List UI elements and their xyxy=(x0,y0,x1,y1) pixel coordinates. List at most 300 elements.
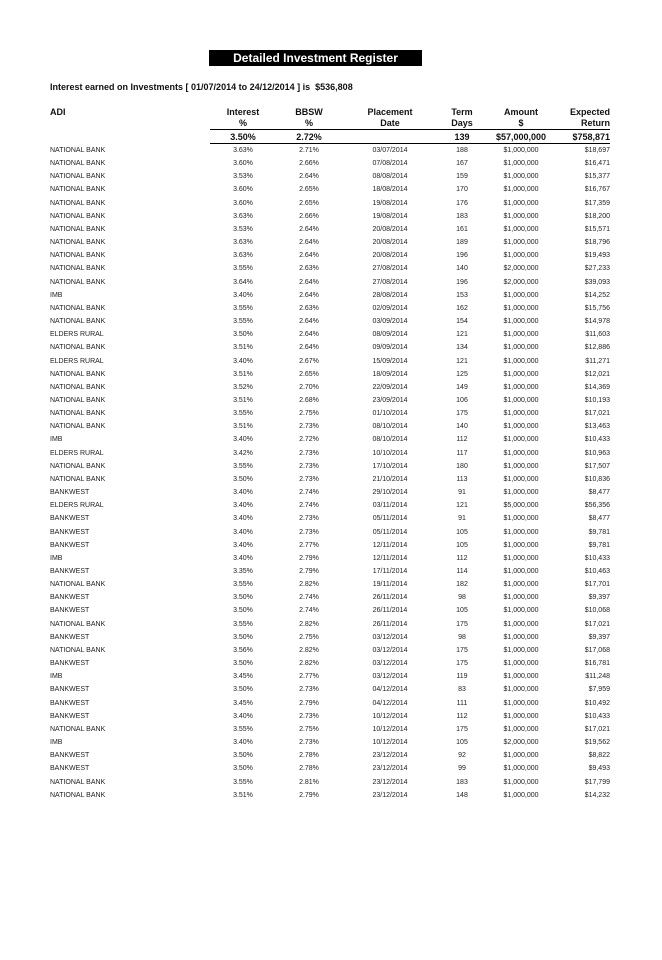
table-row xyxy=(50,249,610,262)
total-expected-return: $758,871 xyxy=(556,130,610,144)
table-row xyxy=(50,604,610,617)
table-row xyxy=(50,762,610,775)
cell-adi: NATIONAL BANK xyxy=(50,370,106,378)
cell-term: 112 xyxy=(456,436,468,444)
cell-expected-return: $9,397 xyxy=(588,633,610,641)
cell-term: 134 xyxy=(456,344,468,352)
cell-expected-return: $16,767 xyxy=(584,186,610,194)
cell-expected-return: $17,068 xyxy=(584,646,610,654)
cell-expected-return: $17,021 xyxy=(584,725,610,733)
table-row xyxy=(50,328,610,341)
table-row xyxy=(50,552,610,565)
cell-bbsw: 2.77% xyxy=(299,541,319,549)
cell-adi: BANKWEST xyxy=(50,568,90,575)
cell-placement-date: 22/09/2014 xyxy=(372,383,408,391)
cell-adi: IMB xyxy=(50,436,63,444)
cell-bbsw: 2.64% xyxy=(299,239,319,247)
cell-expected-return: $16,781 xyxy=(584,660,610,668)
table-row xyxy=(50,749,610,762)
cell-placement-date: 03/07/2014 xyxy=(372,147,408,154)
cell-bbsw: 2.74% xyxy=(299,594,319,602)
cell-adi: BANKWEST xyxy=(50,515,90,523)
cell-expected-return: $15,377 xyxy=(584,173,610,181)
cell-placement-date: 03/12/2014 xyxy=(372,633,408,641)
cell-term: 83 xyxy=(458,686,466,694)
cell-amount: $1,000,000 xyxy=(503,554,539,562)
table-row xyxy=(50,289,610,302)
cell-expected-return: $19,493 xyxy=(584,252,610,260)
cell-interest: 3.50% xyxy=(233,607,253,615)
cell-term: 91 xyxy=(458,489,466,497)
cell-bbsw: 2.73% xyxy=(299,712,319,720)
cell-term: 176 xyxy=(456,199,468,207)
cell-amount: $1,000,000 xyxy=(503,370,539,378)
cell-bbsw: 2.75% xyxy=(299,410,319,418)
cell-interest: 3.40% xyxy=(233,489,253,497)
cell-amount: $1,000,000 xyxy=(503,436,539,444)
cell-term: 121 xyxy=(456,331,468,339)
cell-expected-return: $11,248 xyxy=(585,673,610,681)
table-row xyxy=(50,512,610,525)
cell-placement-date: 03/09/2014 xyxy=(372,318,408,326)
cell-interest: 3.40% xyxy=(233,502,253,510)
cell-expected-return: $10,193 xyxy=(584,396,610,404)
cell-bbsw: 2.82% xyxy=(299,646,319,654)
cell-placement-date: 23/12/2014 xyxy=(372,791,408,799)
cell-amount: $5,000,000 xyxy=(503,502,539,510)
table-row xyxy=(50,302,610,315)
cell-bbsw: 2.73% xyxy=(299,739,319,747)
cell-bbsw: 2.77% xyxy=(299,673,319,681)
table-row xyxy=(50,776,610,789)
cell-term: 98 xyxy=(458,633,466,641)
cell-adi: NATIONAL BANK xyxy=(50,423,106,431)
cell-term: 140 xyxy=(456,423,468,431)
cell-adi: BANKWEST xyxy=(50,541,90,549)
cell-placement-date: 23/12/2014 xyxy=(372,752,408,760)
cell-bbsw: 2.64% xyxy=(299,344,319,352)
table-row xyxy=(50,789,610,802)
cell-term: 175 xyxy=(456,646,468,654)
cell-interest: 3.52% xyxy=(233,383,253,391)
cell-interest: 3.51% xyxy=(233,396,253,404)
cell-placement-date: 12/11/2014 xyxy=(372,541,408,549)
cell-interest: 3.55% xyxy=(233,304,253,312)
cell-adi: ELDERS RURAL xyxy=(50,449,104,457)
cell-adi: BANKWEST xyxy=(50,686,90,694)
cell-amount: $1,000,000 xyxy=(503,225,539,233)
cell-expected-return: $13,463 xyxy=(584,423,610,431)
cell-expected-return: $9,397 xyxy=(588,594,610,602)
table-row xyxy=(50,223,610,236)
cell-bbsw: 2.64% xyxy=(299,278,319,286)
cell-amount: $1,000,000 xyxy=(503,778,539,786)
cell-bbsw: 2.75% xyxy=(299,725,319,733)
cell-placement-date: 28/08/2014 xyxy=(372,291,408,299)
cell-term: 153 xyxy=(456,291,468,299)
cell-adi: NATIONAL BANK xyxy=(50,344,106,352)
cell-adi: NATIONAL BANK xyxy=(50,620,106,628)
cell-term: 170 xyxy=(456,186,468,194)
cell-term: 98 xyxy=(458,594,466,602)
cell-expected-return: $10,492 xyxy=(584,699,610,707)
cell-expected-return: $9,781 xyxy=(588,528,610,536)
cell-interest: 3.40% xyxy=(233,712,253,720)
total-placement-blank xyxy=(342,130,438,144)
cell-expected-return: $14,369 xyxy=(584,383,610,391)
cell-expected-return: $17,701 xyxy=(584,581,610,589)
investment-rows xyxy=(50,144,610,802)
table-row xyxy=(50,407,610,420)
cell-adi: NATIONAL BANK xyxy=(50,146,106,154)
cell-placement-date: 17/11/2014 xyxy=(372,568,408,575)
cell-amount: $1,000,000 xyxy=(503,291,539,299)
table-row xyxy=(50,697,610,710)
cell-adi: BANKWEST xyxy=(50,765,90,773)
cell-placement-date: 10/10/2014 xyxy=(372,449,408,457)
table-row xyxy=(50,631,610,644)
table-row xyxy=(50,486,610,499)
cell-expected-return: $27,233 xyxy=(584,265,610,273)
cell-bbsw: 2.82% xyxy=(299,620,319,628)
cell-adi: NATIONAL BANK xyxy=(50,199,106,207)
cell-expected-return: $15,756 xyxy=(584,304,610,312)
cell-interest: 3.50% xyxy=(233,752,253,760)
cell-term: 196 xyxy=(456,252,468,260)
cell-interest: 3.53% xyxy=(233,173,253,181)
header-term-days: Term Days xyxy=(451,107,473,128)
report-title: Detailed Investment Register xyxy=(209,50,422,66)
cell-term: 113 xyxy=(456,475,468,483)
cell-expected-return: $14,252 xyxy=(584,291,610,299)
table-row xyxy=(50,736,610,749)
cell-expected-return: $8,477 xyxy=(588,515,610,523)
cell-placement-date: 10/12/2014 xyxy=(372,725,408,733)
cell-bbsw: 2.73% xyxy=(299,515,319,523)
cell-term: 154 xyxy=(456,318,468,326)
cell-adi: NATIONAL BANK xyxy=(50,212,106,220)
cell-bbsw: 2.73% xyxy=(299,475,319,483)
cell-interest: 3.63% xyxy=(233,212,253,220)
cell-amount: $1,000,000 xyxy=(503,147,539,154)
cell-placement-date: 26/11/2014 xyxy=(372,607,408,615)
cell-expected-return: $56,356 xyxy=(584,502,610,510)
cell-expected-return: $39,093 xyxy=(584,278,610,286)
table-row xyxy=(50,170,610,183)
cell-bbsw: 2.78% xyxy=(299,752,319,760)
cell-interest: 3.40% xyxy=(233,357,253,365)
cell-interest: 3.51% xyxy=(233,423,253,431)
cell-adi: NATIONAL BANK xyxy=(50,225,106,233)
cell-expected-return: $10,836 xyxy=(584,475,610,483)
table-row xyxy=(50,447,610,460)
cell-placement-date: 29/10/2014 xyxy=(372,489,408,497)
cell-interest: 3.64% xyxy=(233,278,253,286)
cell-interest: 3.55% xyxy=(233,725,253,733)
table-row xyxy=(50,420,610,433)
cell-placement-date: 18/09/2014 xyxy=(372,370,408,378)
cell-interest: 3.40% xyxy=(233,291,253,299)
cell-amount: $1,000,000 xyxy=(503,765,539,773)
cell-expected-return: $11,603 xyxy=(585,331,610,339)
table-row xyxy=(50,368,610,381)
cell-expected-return: $11,271 xyxy=(585,357,610,365)
cell-expected-return: $17,507 xyxy=(584,462,610,470)
table-row xyxy=(50,157,610,170)
cell-adi: ELDERS RURAL xyxy=(50,357,104,365)
cell-bbsw: 2.74% xyxy=(299,607,319,615)
cell-adi: NATIONAL BANK xyxy=(50,160,106,168)
cell-placement-date: 20/08/2014 xyxy=(372,239,408,247)
cell-bbsw: 2.73% xyxy=(299,449,319,457)
table-row xyxy=(50,565,610,578)
cell-interest: 3.50% xyxy=(233,765,253,773)
cell-placement-date: 03/11/2014 xyxy=(372,502,408,510)
cell-interest: 3.56% xyxy=(233,646,253,654)
cell-adi: NATIONAL BANK xyxy=(50,475,106,483)
cell-placement-date: 18/08/2014 xyxy=(372,186,408,194)
cell-term: 183 xyxy=(456,212,468,220)
cell-expected-return: $16,471 xyxy=(584,160,610,168)
table-row xyxy=(50,526,610,539)
header-expected-return: Expected Return xyxy=(569,107,610,128)
cell-amount: $1,000,000 xyxy=(503,620,539,628)
cell-term: 121 xyxy=(456,502,468,510)
cell-term: 182 xyxy=(456,581,468,589)
cell-term: 159 xyxy=(456,173,468,181)
cell-amount: $1,000,000 xyxy=(503,646,539,654)
cell-bbsw: 2.74% xyxy=(299,489,319,497)
table-row xyxy=(50,723,610,736)
cell-expected-return: $12,021 xyxy=(584,370,610,378)
cell-expected-return: $12,886 xyxy=(584,344,610,352)
cell-amount: $1,000,000 xyxy=(503,541,539,549)
cell-expected-return: $7,959 xyxy=(588,686,610,694)
cell-interest: 3.50% xyxy=(233,475,253,483)
cell-interest: 3.51% xyxy=(233,370,253,378)
cell-expected-return: $10,068 xyxy=(584,607,610,615)
cell-amount: $1,000,000 xyxy=(503,515,539,523)
cell-interest: 3.55% xyxy=(233,265,253,273)
cell-interest: 3.40% xyxy=(233,541,253,549)
cell-amount: $1,000,000 xyxy=(503,752,539,760)
cell-expected-return: $8,477 xyxy=(588,489,610,497)
cell-interest: 3.50% xyxy=(233,686,253,694)
cell-term: 99 xyxy=(458,765,466,773)
cell-placement-date: 02/09/2014 xyxy=(372,304,408,312)
cell-term: 180 xyxy=(456,462,468,470)
table-row xyxy=(50,210,610,223)
table-row xyxy=(50,236,610,249)
cell-bbsw: 2.79% xyxy=(299,699,319,707)
cell-interest: 3.63% xyxy=(233,147,253,154)
cell-term: 161 xyxy=(456,225,468,233)
cell-interest: 3.42% xyxy=(233,449,253,457)
cell-adi: BANKWEST xyxy=(50,528,90,536)
table-row xyxy=(50,460,610,473)
cell-amount: $1,000,000 xyxy=(503,489,539,497)
cell-bbsw: 2.73% xyxy=(299,423,319,431)
cell-term: 162 xyxy=(456,304,468,312)
cell-adi: NATIONAL BANK xyxy=(50,462,106,470)
table-row xyxy=(50,710,610,723)
cell-term: 117 xyxy=(456,449,468,457)
table-row xyxy=(50,433,610,446)
cell-adi: NATIONAL BANK xyxy=(50,778,106,786)
cell-term: 105 xyxy=(456,528,468,536)
cell-term: 175 xyxy=(456,410,468,418)
table-row xyxy=(50,539,610,552)
cell-placement-date: 08/10/2014 xyxy=(372,423,408,431)
cell-adi: NATIONAL BANK xyxy=(50,410,106,418)
table-row xyxy=(50,262,610,275)
cell-placement-date: 05/11/2014 xyxy=(372,528,408,536)
cell-interest: 3.50% xyxy=(233,660,253,668)
cell-adi: NATIONAL BANK xyxy=(50,186,106,194)
cell-amount: $2,000,000 xyxy=(503,265,539,273)
table-row xyxy=(50,183,610,196)
cell-placement-date: 04/12/2014 xyxy=(372,699,408,707)
cell-amount: $1,000,000 xyxy=(503,173,539,181)
cell-amount: $1,000,000 xyxy=(503,423,539,431)
cell-adi: ELDERS RURAL xyxy=(50,331,104,339)
cell-expected-return: $10,433 xyxy=(584,436,610,444)
cell-adi: NATIONAL BANK xyxy=(50,383,106,391)
cell-adi: NATIONAL BANK xyxy=(50,646,106,654)
cell-term: 112 xyxy=(456,712,468,720)
cell-bbsw: 2.74% xyxy=(299,502,319,510)
cell-bbsw: 2.73% xyxy=(299,462,319,470)
header-row xyxy=(50,107,610,130)
cell-adi: BANKWEST xyxy=(50,660,90,668)
cell-placement-date: 01/10/2014 xyxy=(372,410,408,418)
cell-bbsw: 2.64% xyxy=(299,331,319,339)
cell-expected-return: $10,433 xyxy=(584,712,610,720)
table-row xyxy=(50,578,610,591)
cell-placement-date: 03/12/2014 xyxy=(372,673,408,681)
cell-adi: NATIONAL BANK xyxy=(50,278,106,286)
cell-adi: BANKWEST xyxy=(50,699,90,707)
table-row xyxy=(50,657,610,670)
cell-term: 114 xyxy=(456,568,468,575)
cell-amount: $1,000,000 xyxy=(503,660,539,668)
cell-term: 175 xyxy=(456,725,468,733)
table-row xyxy=(50,591,610,604)
cell-amount: $1,000,000 xyxy=(503,239,539,247)
cell-expected-return: $17,359 xyxy=(584,199,610,207)
cell-expected-return: $8,822 xyxy=(588,752,610,760)
cell-amount: $1,000,000 xyxy=(503,699,539,707)
table-row xyxy=(50,683,610,696)
cell-adi: BANKWEST xyxy=(50,594,90,602)
cell-amount: $1,000,000 xyxy=(503,344,539,352)
cell-term: 149 xyxy=(456,383,468,391)
cell-placement-date: 26/11/2014 xyxy=(372,594,408,602)
cell-term: 188 xyxy=(456,147,468,154)
cell-bbsw: 2.66% xyxy=(299,212,319,220)
cell-adi: IMB xyxy=(50,554,63,562)
cell-bbsw: 2.63% xyxy=(299,304,319,312)
cell-expected-return: $17,799 xyxy=(584,778,610,786)
cell-placement-date: 19/08/2014 xyxy=(372,199,408,207)
cell-placement-date: 20/08/2014 xyxy=(372,225,408,233)
cell-amount: $1,000,000 xyxy=(503,607,539,615)
cell-expected-return: $9,781 xyxy=(588,541,610,549)
cell-placement-date: 04/12/2014 xyxy=(372,686,408,694)
cell-bbsw: 2.68% xyxy=(299,396,319,404)
cell-expected-return: $18,697 xyxy=(584,147,610,154)
cell-interest: 3.40% xyxy=(233,554,253,562)
cell-placement-date: 21/10/2014 xyxy=(372,475,408,483)
cell-adi: NATIONAL BANK xyxy=(50,318,106,326)
cell-expected-return: $19,562 xyxy=(584,739,610,747)
cell-term: 105 xyxy=(456,541,468,549)
cell-adi: ELDERS RURAL xyxy=(50,502,104,510)
cell-placement-date: 15/09/2014 xyxy=(372,357,408,365)
cell-adi: NATIONAL BANK xyxy=(50,581,106,589)
cell-amount: $1,000,000 xyxy=(503,304,539,312)
cell-interest: 3.55% xyxy=(233,410,253,418)
cell-bbsw: 2.64% xyxy=(299,225,319,233)
cell-amount: $2,000,000 xyxy=(503,278,539,286)
cell-bbsw: 2.64% xyxy=(299,173,319,181)
table-row xyxy=(50,197,610,210)
cell-bbsw: 2.64% xyxy=(299,252,319,260)
cell-interest: 3.60% xyxy=(233,160,253,168)
cell-interest: 3.45% xyxy=(233,673,253,681)
cell-bbsw: 2.67% xyxy=(299,357,319,365)
cell-adi: IMB xyxy=(50,291,63,299)
cell-adi: BANKWEST xyxy=(50,607,90,615)
cell-interest: 3.40% xyxy=(233,528,253,536)
cell-adi: NATIONAL BANK xyxy=(50,396,106,404)
cell-interest: 3.40% xyxy=(233,515,253,523)
cell-bbsw: 2.78% xyxy=(299,765,319,773)
cell-bbsw: 2.71% xyxy=(299,147,319,154)
cell-amount: $1,000,000 xyxy=(503,357,539,365)
cell-placement-date: 27/08/2014 xyxy=(372,278,408,286)
table-row xyxy=(50,670,610,683)
table-row xyxy=(50,315,610,328)
cell-adi: IMB xyxy=(50,739,63,747)
cell-interest: 3.50% xyxy=(233,633,253,641)
table-row xyxy=(50,341,610,354)
investment-register-table xyxy=(50,107,610,802)
table-row xyxy=(50,644,610,657)
cell-adi: NATIONAL BANK xyxy=(50,304,106,312)
cell-amount: $1,000,000 xyxy=(503,318,539,326)
cell-amount: $1,000,000 xyxy=(503,383,539,391)
cell-interest: 3.60% xyxy=(233,186,253,194)
cell-interest: 3.60% xyxy=(233,199,253,207)
cell-placement-date: 03/12/2014 xyxy=(372,660,408,668)
cell-placement-date: 19/11/2014 xyxy=(372,581,408,589)
cell-placement-date: 12/11/2014 xyxy=(372,554,408,562)
cell-interest: 3.55% xyxy=(233,318,253,326)
cell-expected-return: $14,978 xyxy=(584,318,610,326)
cell-placement-date: 23/12/2014 xyxy=(372,778,408,786)
cell-bbsw: 2.65% xyxy=(299,199,319,207)
cell-placement-date: 08/08/2014 xyxy=(372,173,408,181)
cell-adi: NATIONAL BANK xyxy=(50,791,106,799)
table-row xyxy=(50,473,610,486)
cell-bbsw: 2.63% xyxy=(299,265,319,273)
cell-expected-return: $10,433 xyxy=(584,554,610,562)
cell-interest: 3.35% xyxy=(233,568,253,575)
cell-interest: 3.50% xyxy=(233,331,253,339)
cell-expected-return: $18,796 xyxy=(584,239,610,247)
total-bbsw: 2.72% xyxy=(276,130,342,144)
